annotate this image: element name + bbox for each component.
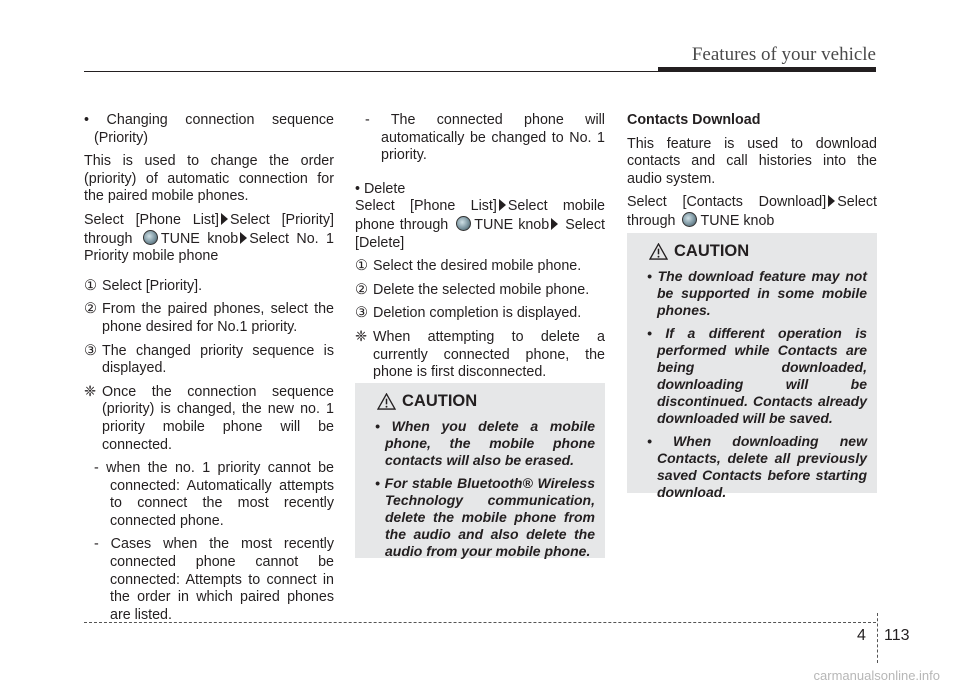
delete-step-3: ③ Deletion completion is displayed. xyxy=(355,305,582,322)
chapter-number: 4 xyxy=(857,627,866,644)
priority-step-2: ② From the paired phones, select the phone desired for No.1 priority. xyxy=(84,301,334,335)
page-number-divider xyxy=(877,613,878,663)
page-number: 113 xyxy=(884,627,910,644)
column-2 xyxy=(355,112,605,388)
priority-sub-1: - when the no. 1 priority cannot be connected: Automatically attempts to connect the most recently connected phone. xyxy=(94,460,334,529)
caution-box-delete xyxy=(355,383,605,558)
delete-path: Select [Phone List] Select mobile phone through TUNE knob Select [Delete] xyxy=(355,198,606,251)
priority-path: Select [Phone List] Select [Priority] through TUNE knob Select No. 1 Priority mobile phone xyxy=(84,211,334,265)
bullet-delete: • Delete xyxy=(355,180,406,197)
arrow-right-icon xyxy=(551,218,558,230)
tune-knob-icon xyxy=(143,230,158,245)
contacts-download-heading: Contacts Download xyxy=(627,112,761,128)
priority-sub-2: - Cases when the most recently connected phone cannot be connected: Attempts to connect in the order in which paired phones are listed. xyxy=(94,536,334,623)
priority-step-1: ① Select [Priority]. xyxy=(84,277,203,294)
arrow-right-icon xyxy=(221,213,228,225)
arrow-right-icon xyxy=(240,232,247,244)
priority-intro: This is used to change the order (priority) of automatic connection for the paired mobile phones. xyxy=(84,153,334,205)
caution-item: • When you delete a mobile phone, the mobile phone contacts will also be erased. xyxy=(375,418,595,468)
caution-title: CAUTION xyxy=(377,393,595,410)
header-bar xyxy=(658,67,876,72)
watermark: carmanualsonline.info xyxy=(813,668,940,683)
caution-title: CAUTION xyxy=(649,243,867,260)
priority-step-3: ③ The changed priority sequence is displayed. xyxy=(84,342,334,377)
caution-item: • If a different operation is performed while Contacts are being downloaded, downloading will be discontinued. Contacts already downloaded will be saved. xyxy=(647,325,867,426)
footer-rule xyxy=(84,622,876,623)
caution-item: • When downloading new Contacts, delete all previously saved Contacts before starting download. xyxy=(647,433,867,500)
caution-item: • The download feature may not be supported in some mobile phones. xyxy=(647,268,867,318)
delete-step-1: ① Select the desired mobile phone. xyxy=(355,258,582,275)
caution-box-contacts xyxy=(627,233,877,500)
header-title: Features of your vehicle xyxy=(691,44,876,65)
tune-knob-icon xyxy=(682,212,697,227)
delete-step-2: ② Delete the selected mobile phone. xyxy=(355,281,590,298)
column-3 xyxy=(627,112,877,237)
caution-item: • For stable Bluetooth® Wireless Technology communication, delete the mobile phone from the audio and also delete the audio from your mobile phone. xyxy=(375,475,596,559)
delete-note: ❈ When attempting to delete a currently connected phone, the phone is first disconnected. xyxy=(355,328,605,381)
warning-triangle-icon xyxy=(377,393,396,410)
contacts-path: Select [Contacts Download] Select through TUNE knob xyxy=(627,194,877,229)
bullet-changing-connection: • Changing connection sequence (Priority) xyxy=(84,112,334,146)
arrow-right-icon xyxy=(499,199,506,211)
contacts-intro: This feature is used to download contacts and call histories into the audio system. xyxy=(627,135,877,187)
priority-sub-3: - The connected phone will automatically be changed to No. 1 priority. xyxy=(365,112,605,164)
warning-triangle-icon xyxy=(649,243,668,260)
column-1 xyxy=(84,112,334,630)
arrow-right-icon xyxy=(828,195,835,207)
tune-knob-icon xyxy=(456,216,471,231)
priority-note: ❈ Once the connection sequence (priority) is changed, the new no. 1 priority mobile phone will be connected. xyxy=(84,383,334,453)
